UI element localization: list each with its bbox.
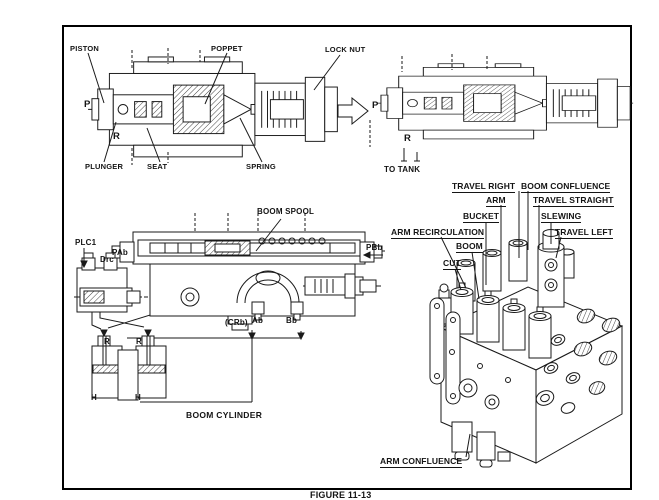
- seat-label: SEAT: [147, 162, 168, 171]
- transition-arrow: [338, 98, 368, 124]
- bucket-label: BUCKET: [463, 211, 500, 221]
- pbb-port-label: PBb: [366, 243, 383, 252]
- head-end-label-2: H: [135, 393, 141, 402]
- figure-caption: FIGURE 11-13: [310, 490, 372, 500]
- boom-label: BOOM: [456, 241, 483, 251]
- travel-right-label: TRAVEL RIGHT: [452, 181, 516, 191]
- drc-label: Drc: [100, 255, 114, 264]
- relief-valve-after-drawing: [370, 54, 633, 161]
- boom-spool-drawing: [74, 213, 385, 402]
- travel-straight-label: TRAVEL STRAIGHT: [533, 195, 614, 205]
- boom-spool-label: BOOM SPOOL: [257, 207, 315, 216]
- rod-end-label-2: R: [136, 337, 142, 346]
- rod-end-label-1: R: [104, 337, 110, 346]
- relief-valve-before-drawing: [88, 48, 340, 165]
- arm-label: ARM: [486, 195, 506, 205]
- crb-port-label: (CRb): [225, 318, 248, 327]
- slewing-label: SLEWING: [541, 211, 582, 221]
- port-p-label-after: P: [372, 100, 379, 111]
- ab-port-label: Ab: [252, 316, 264, 325]
- poppet-label: POPPET: [211, 44, 243, 53]
- cut-label: CUT: [443, 258, 461, 268]
- arm-confluence-label: ARM CONFLUENCE: [380, 456, 463, 466]
- plc1-label: PLC1: [75, 238, 97, 247]
- boom-cylinder-label: BOOM CYLINDER: [186, 410, 263, 420]
- bb-port-label: Bb: [286, 316, 298, 325]
- plunger-label: PLUNGER: [85, 162, 124, 171]
- spring-label: SPRING: [246, 162, 276, 171]
- port-p-label-before: P: [84, 99, 91, 110]
- to-tank-bracket: [401, 148, 420, 161]
- piston-label: PISTON: [70, 44, 99, 53]
- to-tank-label: TO TANK: [384, 165, 421, 174]
- pab-port-label: PAb: [112, 248, 129, 257]
- travel-left-label: TRAVEL LEFT: [555, 227, 613, 237]
- head-end-label-1: H: [91, 393, 97, 402]
- lock-nut-label: LOCK NUT: [325, 45, 366, 54]
- port-r-label-before: R: [113, 131, 121, 142]
- port-r-label-after: R: [404, 133, 412, 144]
- boom-confluence-label: BOOM CONFLUENCE: [521, 181, 611, 191]
- arm-recirculation-label: ARM RECIRCULATION: [391, 227, 485, 237]
